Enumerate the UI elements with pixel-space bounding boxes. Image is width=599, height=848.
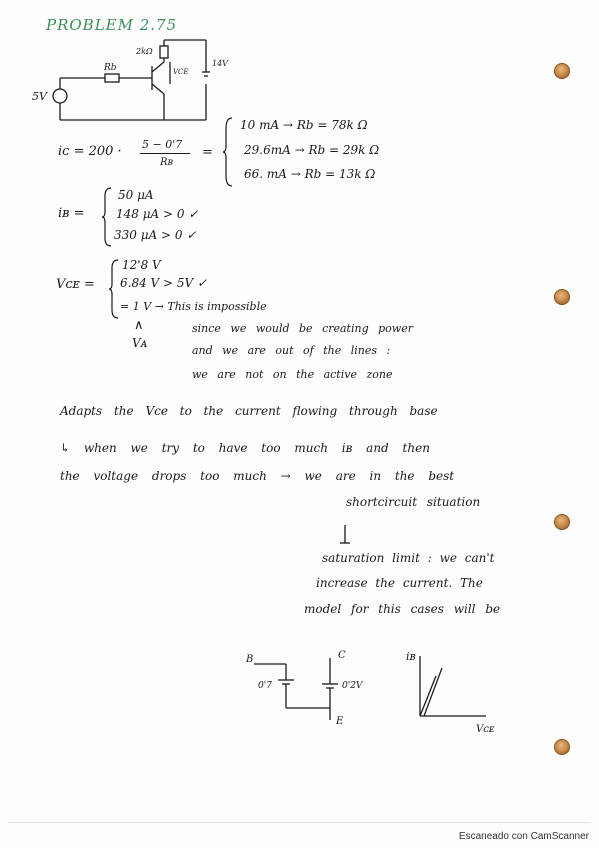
saturation-line-1: saturation limit : we can't	[322, 551, 495, 565]
graph-ylabel: iʙ	[406, 650, 416, 663]
circuit-diagram	[30, 38, 270, 128]
up-arrow: ∧	[134, 318, 144, 333]
down-arrow	[338, 523, 352, 547]
page-bottom-edge	[8, 822, 591, 823]
model-e-label: E	[336, 716, 344, 727]
problem-title: PROBLEM 2.75	[46, 16, 178, 34]
note-line-1: since we would be creating power	[192, 322, 413, 335]
vce-label: VCE	[173, 68, 189, 76]
ic-equals: =	[202, 145, 213, 160]
paragraph-line-3: the voltage drops too much → we are in the best	[60, 469, 455, 483]
fraction-bar	[140, 153, 190, 154]
saturation-line-3: model for this cases will be	[304, 602, 501, 616]
vcc-label: 14V	[212, 59, 228, 68]
ic-lhs: iᴄ = 200 ·	[58, 144, 122, 159]
ic-brace	[222, 116, 234, 188]
ib-case-2: 148 μA > 0 ✓	[116, 207, 199, 221]
ic-denominator: Rʙ	[160, 157, 174, 168]
ib-case-3: 330 μA > 0 ✓	[114, 228, 197, 242]
scanner-watermark: Escaneado con CamScanner	[458, 831, 589, 842]
paragraph-line-2: ↳ when we try to have too much iʙ and then	[60, 441, 430, 455]
binder-hole-1	[554, 63, 570, 79]
paragraph-line-4: shortcircuit situation	[346, 495, 481, 509]
note-line-2: and we are out of the lines :	[192, 344, 391, 357]
model-b-label: B	[246, 654, 254, 665]
vce-case-3: = 1 V → This is impossible	[120, 300, 267, 313]
ib-brace	[101, 186, 113, 248]
ib-vce-graph	[396, 648, 506, 738]
source-label: 5V	[32, 90, 47, 103]
binder-hole-4	[554, 739, 570, 755]
binder-hole-3	[554, 514, 570, 530]
graph-xlabel: Vᴄᴇ	[476, 724, 495, 735]
ic-numerator: 5 − 0'7	[142, 138, 183, 151]
ic-case-3: 66. mA → Rb = 13k Ω	[244, 167, 376, 181]
vce-brace	[108, 258, 120, 320]
va-label: Vᴀ	[132, 336, 148, 350]
ib-case-1: 50 μA	[118, 188, 154, 202]
model-vce-label: 0'2V	[342, 681, 363, 691]
ic-case-2: 29.6mA → Rb = 29k Ω	[244, 143, 380, 157]
ic-case-1: 10 mA → Rb = 78k Ω	[240, 118, 368, 132]
saturation-model-diagram	[240, 650, 380, 730]
vce-case-2: 6.84 V > 5V ✓	[120, 276, 208, 290]
rc-label: 2kΩ	[136, 47, 153, 56]
note-line-3: we are not on the active zone	[192, 368, 393, 381]
saturation-line-2: increase the current. The	[316, 576, 483, 590]
binder-hole-2	[554, 289, 570, 305]
paragraph-line-1: Adapts the Vce to the current flowing through base	[60, 404, 438, 418]
rb-label: Rb	[104, 63, 117, 73]
model-c-label: C	[338, 650, 346, 661]
model-vbe-label: 0'7	[258, 681, 272, 691]
vce-lhs: Vᴄᴇ =	[56, 277, 95, 292]
ib-lhs: iʙ =	[58, 206, 85, 221]
vce-case-1: 12'8 V	[122, 258, 161, 272]
